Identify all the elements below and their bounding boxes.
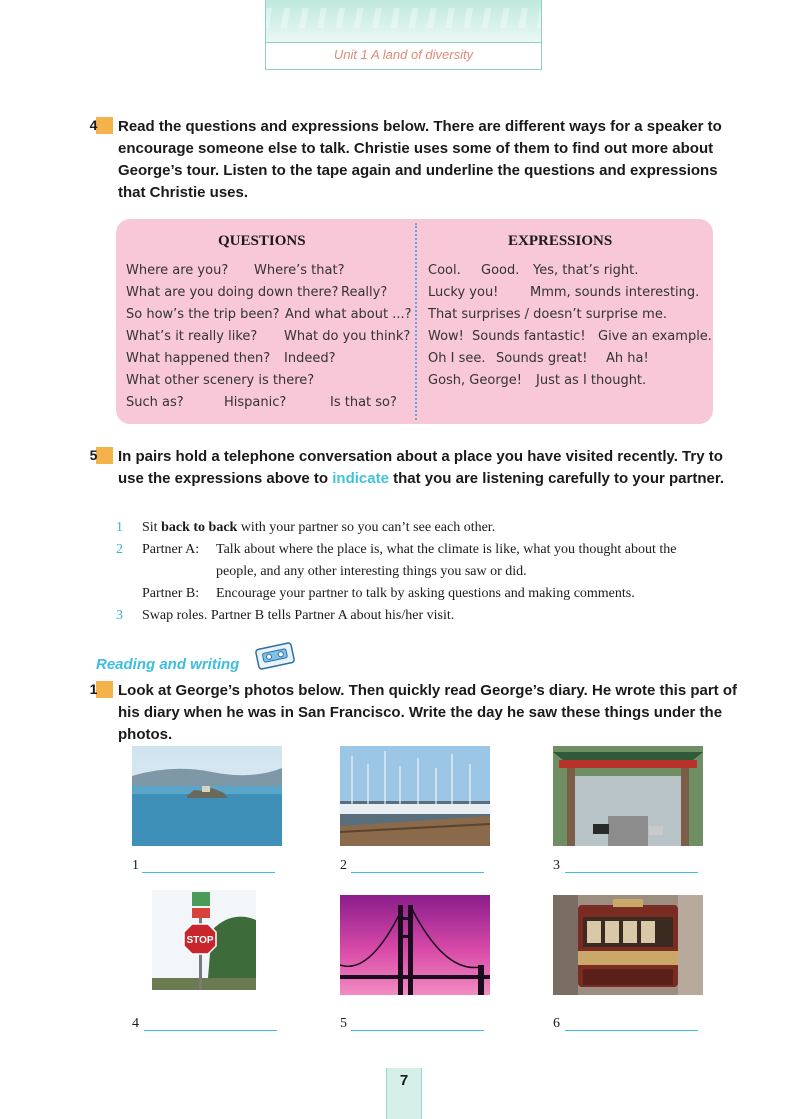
photo-number: 5 [340, 1016, 347, 1031]
partner-b-line: Partner B: Encourage your partner to talk by asking questions and making comments. [142, 586, 635, 601]
step-item: 3 Swap roles. Partner B tells Partner A about his/her visit. [116, 608, 455, 623]
answer-line[interactable] [351, 872, 484, 873]
photo-number: 2 [340, 858, 347, 873]
unit-header [265, 0, 542, 70]
step-item: 2 Partner A: Talk about where the place is, what the climate is like, what you thought about the people, and any other interesting things you saw or did. Partner B: Encourage your partner to talk by asking questions and making comments. [116, 539, 716, 605]
questions-heading: QUESTIONS [218, 233, 306, 249]
question-row: Where are you? Where’s that? [126, 263, 345, 278]
section-number-badge: 4 [96, 117, 113, 134]
answer-line[interactable] [565, 1030, 698, 1031]
steps-list [116, 517, 716, 627]
highlighted-word: indicate [332, 470, 389, 487]
reading-writing-instructions: 1 Look at George’s photos below. Then quickly read George’s diary. He wrote this part of his diary when he was in San Francisco. Write the day he saw these things under the photos. [89, 681, 737, 743]
golden-gate-bridge-photo [340, 895, 490, 995]
column-divider [415, 223, 417, 420]
question-row: What happened then? Indeed? [126, 351, 336, 366]
unit-title: Unit 1 A land of diversity [333, 47, 474, 62]
photo-number: 1 [132, 858, 139, 873]
reading-writing-title: Reading and writing [96, 656, 240, 673]
island-bay-photo [132, 746, 282, 846]
photo-number: 4 [132, 1016, 139, 1031]
question-row: What are you doing down there? Really? [126, 285, 388, 300]
stop-sign-photo [152, 890, 256, 990]
chinatown-gate-photo [553, 746, 703, 846]
page-number: 7 [386, 1068, 422, 1119]
section-4-instructions [89, 116, 738, 204]
expression-row: Lucky you! Mmm, sounds interesting. [428, 285, 700, 300]
question-row: Such as? Hispanic? Is that so? [126, 395, 397, 410]
question-row: What other scenery is there? [126, 373, 315, 388]
answer-line[interactable] [565, 872, 698, 873]
cassette-tape-icon [254, 641, 296, 670]
question-row: So how’s the trip been? And what about ...? [126, 307, 412, 322]
expression-row: Oh I see. Sounds great! Ah ha! [428, 351, 649, 366]
photo-number: 3 [553, 858, 560, 873]
header-decoration [266, 0, 541, 43]
section-number-badge: 5 [96, 447, 113, 464]
expression-row: That surprises / doesn’t surprise me. [428, 307, 667, 322]
expression-row: Wow! Sounds fantastic! Give an example. [428, 329, 712, 344]
answer-line[interactable] [142, 872, 275, 873]
cable-car-photo [553, 895, 703, 995]
section-number-badge: 1 [96, 681, 113, 698]
expressions-heading: EXPRESSIONS [508, 233, 613, 249]
answer-line[interactable] [144, 1030, 277, 1031]
section-5-instructions: 5 In pairs hold a telephone conversation about a place you have visited recently. Try to use the expressions above to indicate that you are listening carefully to your partner. [89, 447, 725, 487]
expression-row: Gosh, George! Just as I thought. [428, 373, 647, 388]
answer-line[interactable] [351, 1030, 484, 1031]
question-row: What’s it really like? What do you think? [126, 329, 411, 344]
partner-a-line: Partner A: Talk about where the place is, what the climate is like, what you thought about the people, and any other interesting things you saw or did. [142, 542, 677, 579]
photo-number: 6 [553, 1016, 560, 1031]
step-item: 1 Sit back to back with your partner so you can’t see each other. [116, 520, 496, 535]
harbor-boats-photo [340, 746, 490, 846]
phrase-box [116, 219, 713, 424]
expression-row: Cool. Good. Yes, that’s right. [428, 263, 639, 278]
section-4-text: Read the questions and expressions below. There are different ways for a speaker to encourage someone else to talk. Christie uses some of them to find out more about George’s tour. Listen to the tape again and underline the questions and expressions that Christie uses. [118, 118, 722, 201]
svg-text:STOP: STOP [186, 935, 214, 946]
